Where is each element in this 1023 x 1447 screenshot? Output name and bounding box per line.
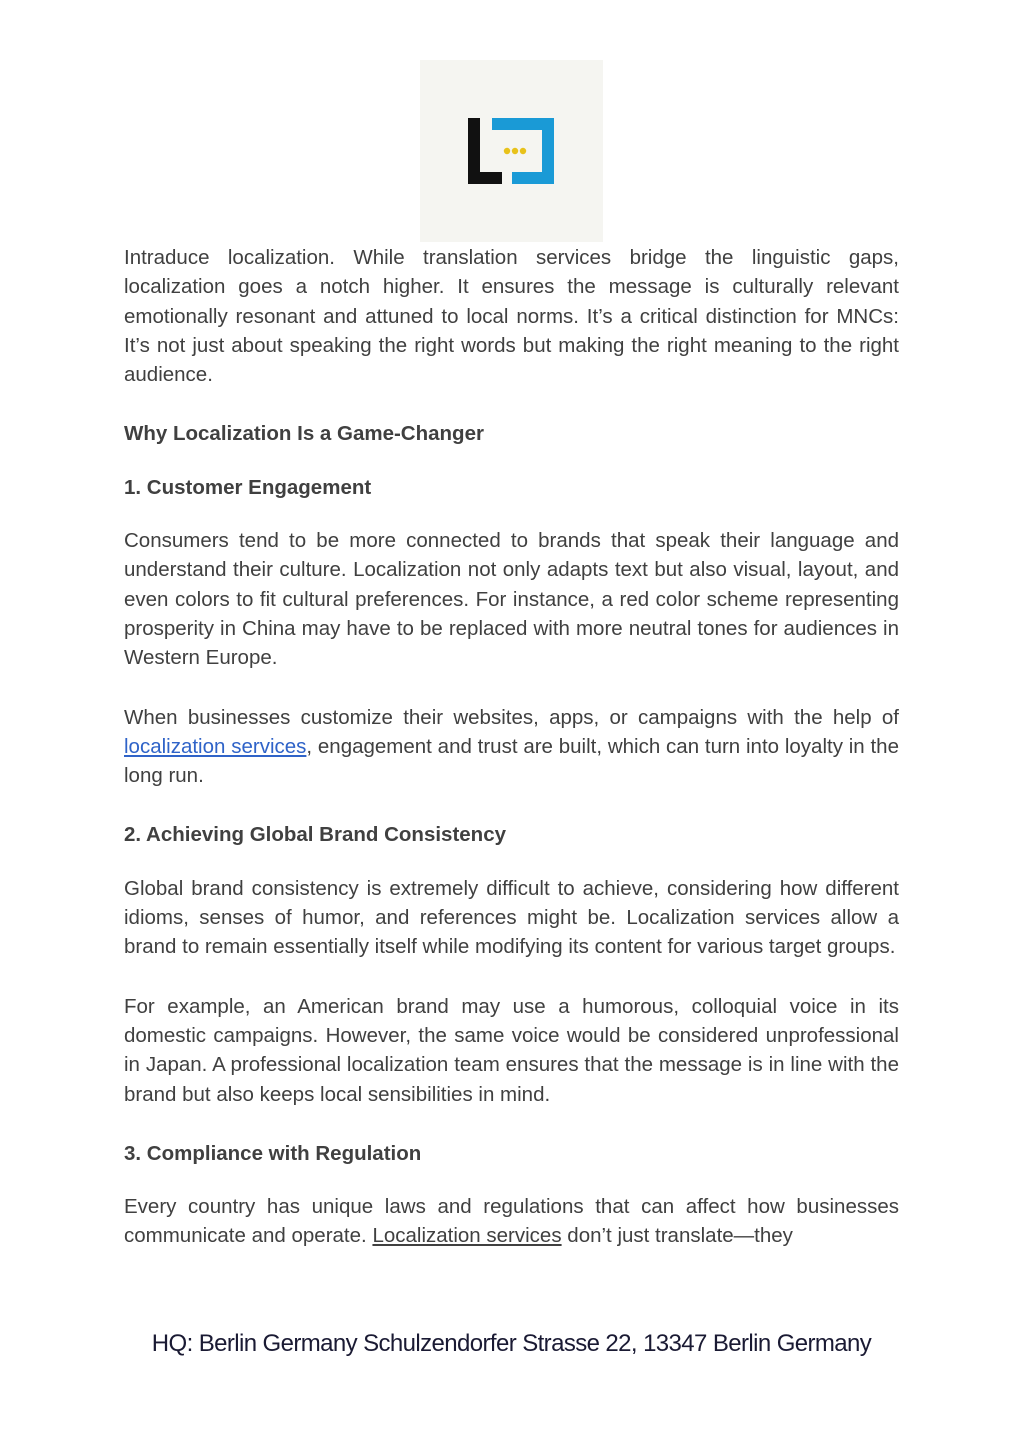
lingoes-logo-icon (420, 60, 603, 242)
localization-services-link-2[interactable]: Localization services (372, 1224, 562, 1248)
section-heading-compliance: 3. Compliance with Regulation (124, 1141, 422, 1165)
logo-container (420, 60, 603, 242)
logo-dot (520, 148, 526, 154)
footer-address: HQ: Berlin Germany Schulzendorfer Strasse 22, 13347 Berlin Germany (151, 1330, 872, 1357)
paragraph (124, 1192, 899, 1251)
logo-dot (504, 148, 510, 154)
logo-dot (512, 148, 518, 154)
text-span: , engagement and trust are built, which can turn into loyalty in the long run. (124, 734, 899, 788)
section-heading-brand-consistency: 2. Achieving Global Brand Consistency (124, 823, 506, 847)
paragraph: For example, an American brand may use a humorous, colloquial voice in its domestic campaigns. However, the same voice would be considered unprofessional in Japan. A professional localization team ensures that the message is in line with the brand but also keeps local sensibilities in mind. (124, 994, 899, 1106)
text-span: When businesses customize their websites, apps, or campaigns with the help of (124, 705, 899, 729)
localization-services-link[interactable]: localization services (124, 734, 307, 758)
paragraph (124, 703, 899, 791)
text-span: don’t just translate—they (561, 1224, 793, 1248)
intro-paragraph: Intraduce localization. While translation services bridge the linguistic gaps, localization goes a notch higher. It ensures the message is culturally relevant emotionally resonant and attuned to local norms. It’s a critical distinction for MNCs: It’s not just about speaking the right words but making the right meaning to the right audience. (124, 246, 899, 387)
text-span: Every country has unique laws and regulations that can affect how businesses communicate and operate. (124, 1195, 899, 1248)
section-heading-customer-engagement: 1. Customer Engagement (124, 475, 372, 499)
paragraph: Global brand consistency is extremely difficult to achieve, considering how different idioms, senses of humor, and references might be. Localization services allow a brand to remain essentially itself while modifying its content for various target groups. (124, 876, 899, 959)
main-heading: Why Localization Is a Game-Changer (124, 422, 484, 446)
paragraph: Consumers tend to be more connected to brands that speak their language and understand their culture. Localization not only adapts text but also visual, layout, and even colors to fit cultural preferences. For instance, a red color scheme representing prosperity in China may have to be replaced with more neutral tones for audiences in Western Europe. (124, 529, 899, 670)
article-body (124, 243, 899, 1251)
